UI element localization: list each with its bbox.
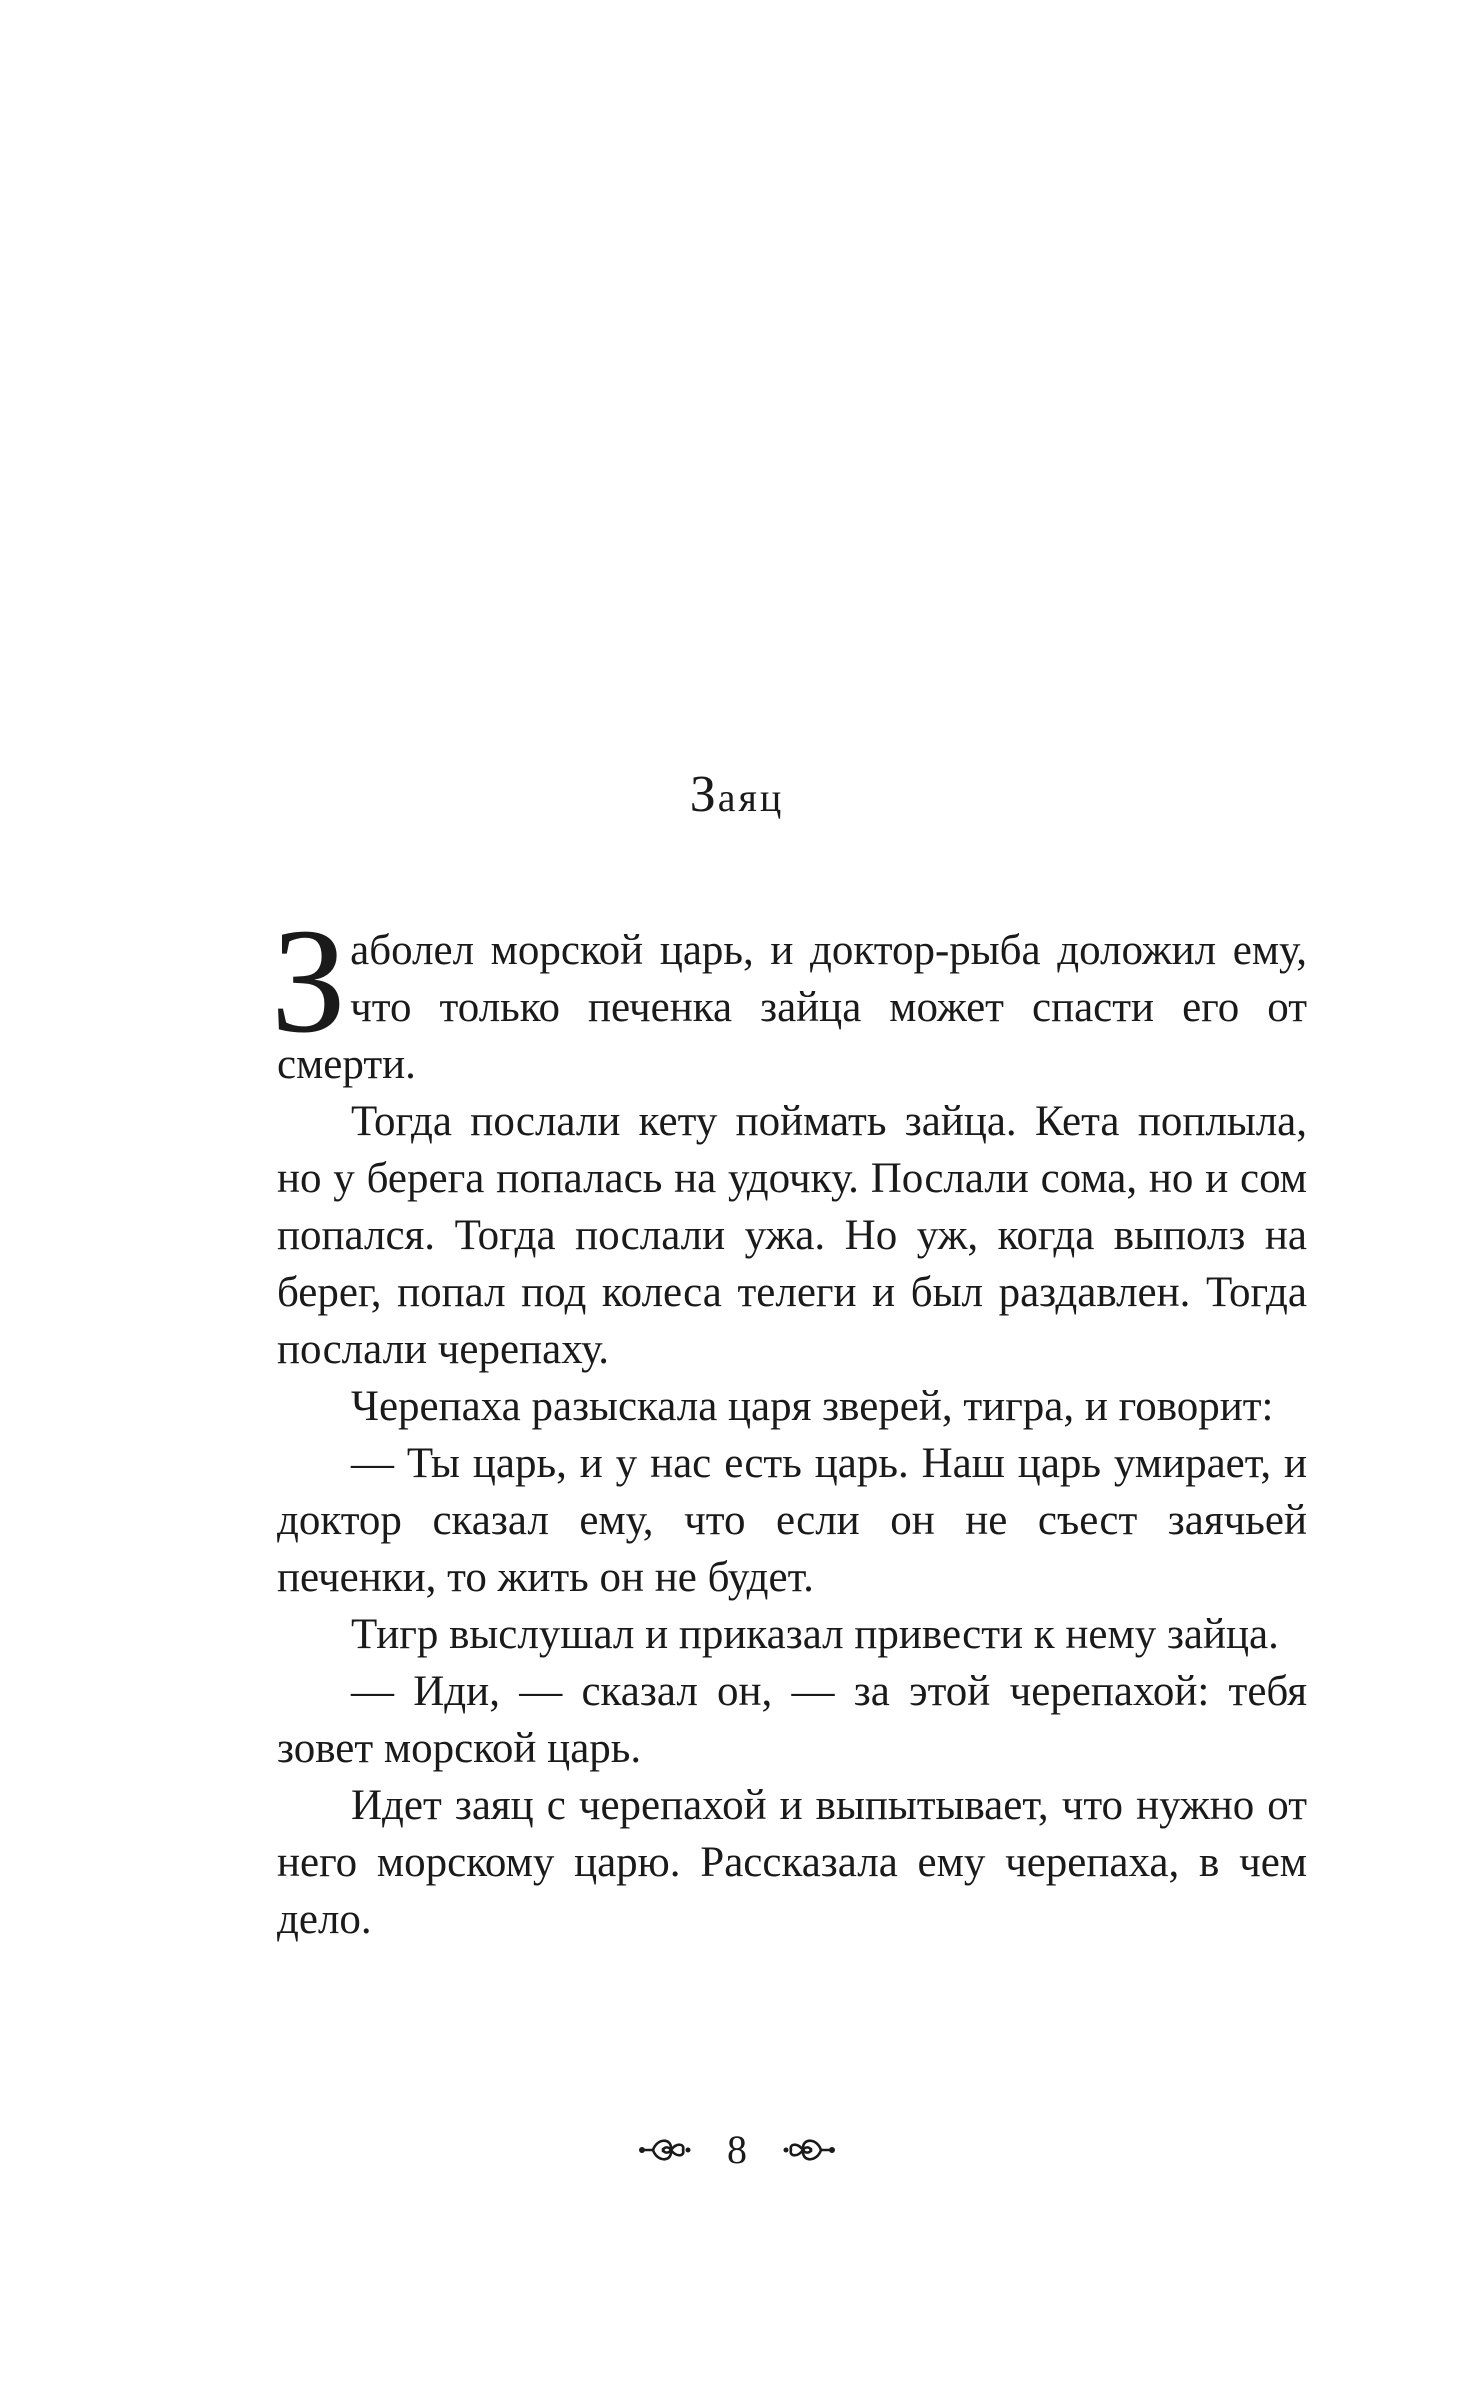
paragraph-5: Тигр выслушал и приказал привести к нему зайца. bbox=[351, 1611, 1279, 1658]
page-footer bbox=[0, 2120, 1474, 2180]
paragraph-1-text: аболел морской царь, и доктор-рыба доложил ему, что только печенка зайца может спасти его от смерти. bbox=[277, 927, 1307, 1088]
chapter-title-rest: аяц bbox=[717, 775, 785, 820]
paragraph-4: — Ты царь, и у нас есть царь. Наш царь умирает, и доктор сказал ему, что если он не съест заячьей печенки, то жить он не будет. bbox=[277, 1440, 1307, 1601]
floral-ornament-icon bbox=[783, 2130, 837, 2170]
drop-cap: З bbox=[271, 898, 347, 1064]
story-text bbox=[271, 898, 1307, 1948]
paragraph-1 bbox=[271, 898, 1307, 1093]
floral-ornament-icon bbox=[637, 2130, 691, 2170]
paragraph-6: — Иди, — сказал он, — за этой черепахой: тебя зовет морской царь. bbox=[277, 1668, 1307, 1772]
chapter-title bbox=[0, 760, 1474, 833]
paragraph-7: Идет заяц с черепахой и выпытывает, что нужно от него морскому царю. Рассказала ему черепаха, в чем дело. bbox=[277, 1782, 1307, 1943]
paragraph-3: Черепаха разыскала царя зверей, тигра, и говорит: bbox=[351, 1383, 1274, 1430]
paragraph-2: Тогда послали кету поймать зайца. Кета поплыла, но у берега попалась на удочку. Послали сома, но и сом попался. Тогда послали ужа. Но уж, когда выполз на берег, попал под колеса телеги и был раздавлен. Тогда послали черепаху. bbox=[277, 1098, 1307, 1373]
page-number: 8 bbox=[727, 2127, 747, 2172]
chapter-title-initial: З bbox=[689, 766, 718, 823]
